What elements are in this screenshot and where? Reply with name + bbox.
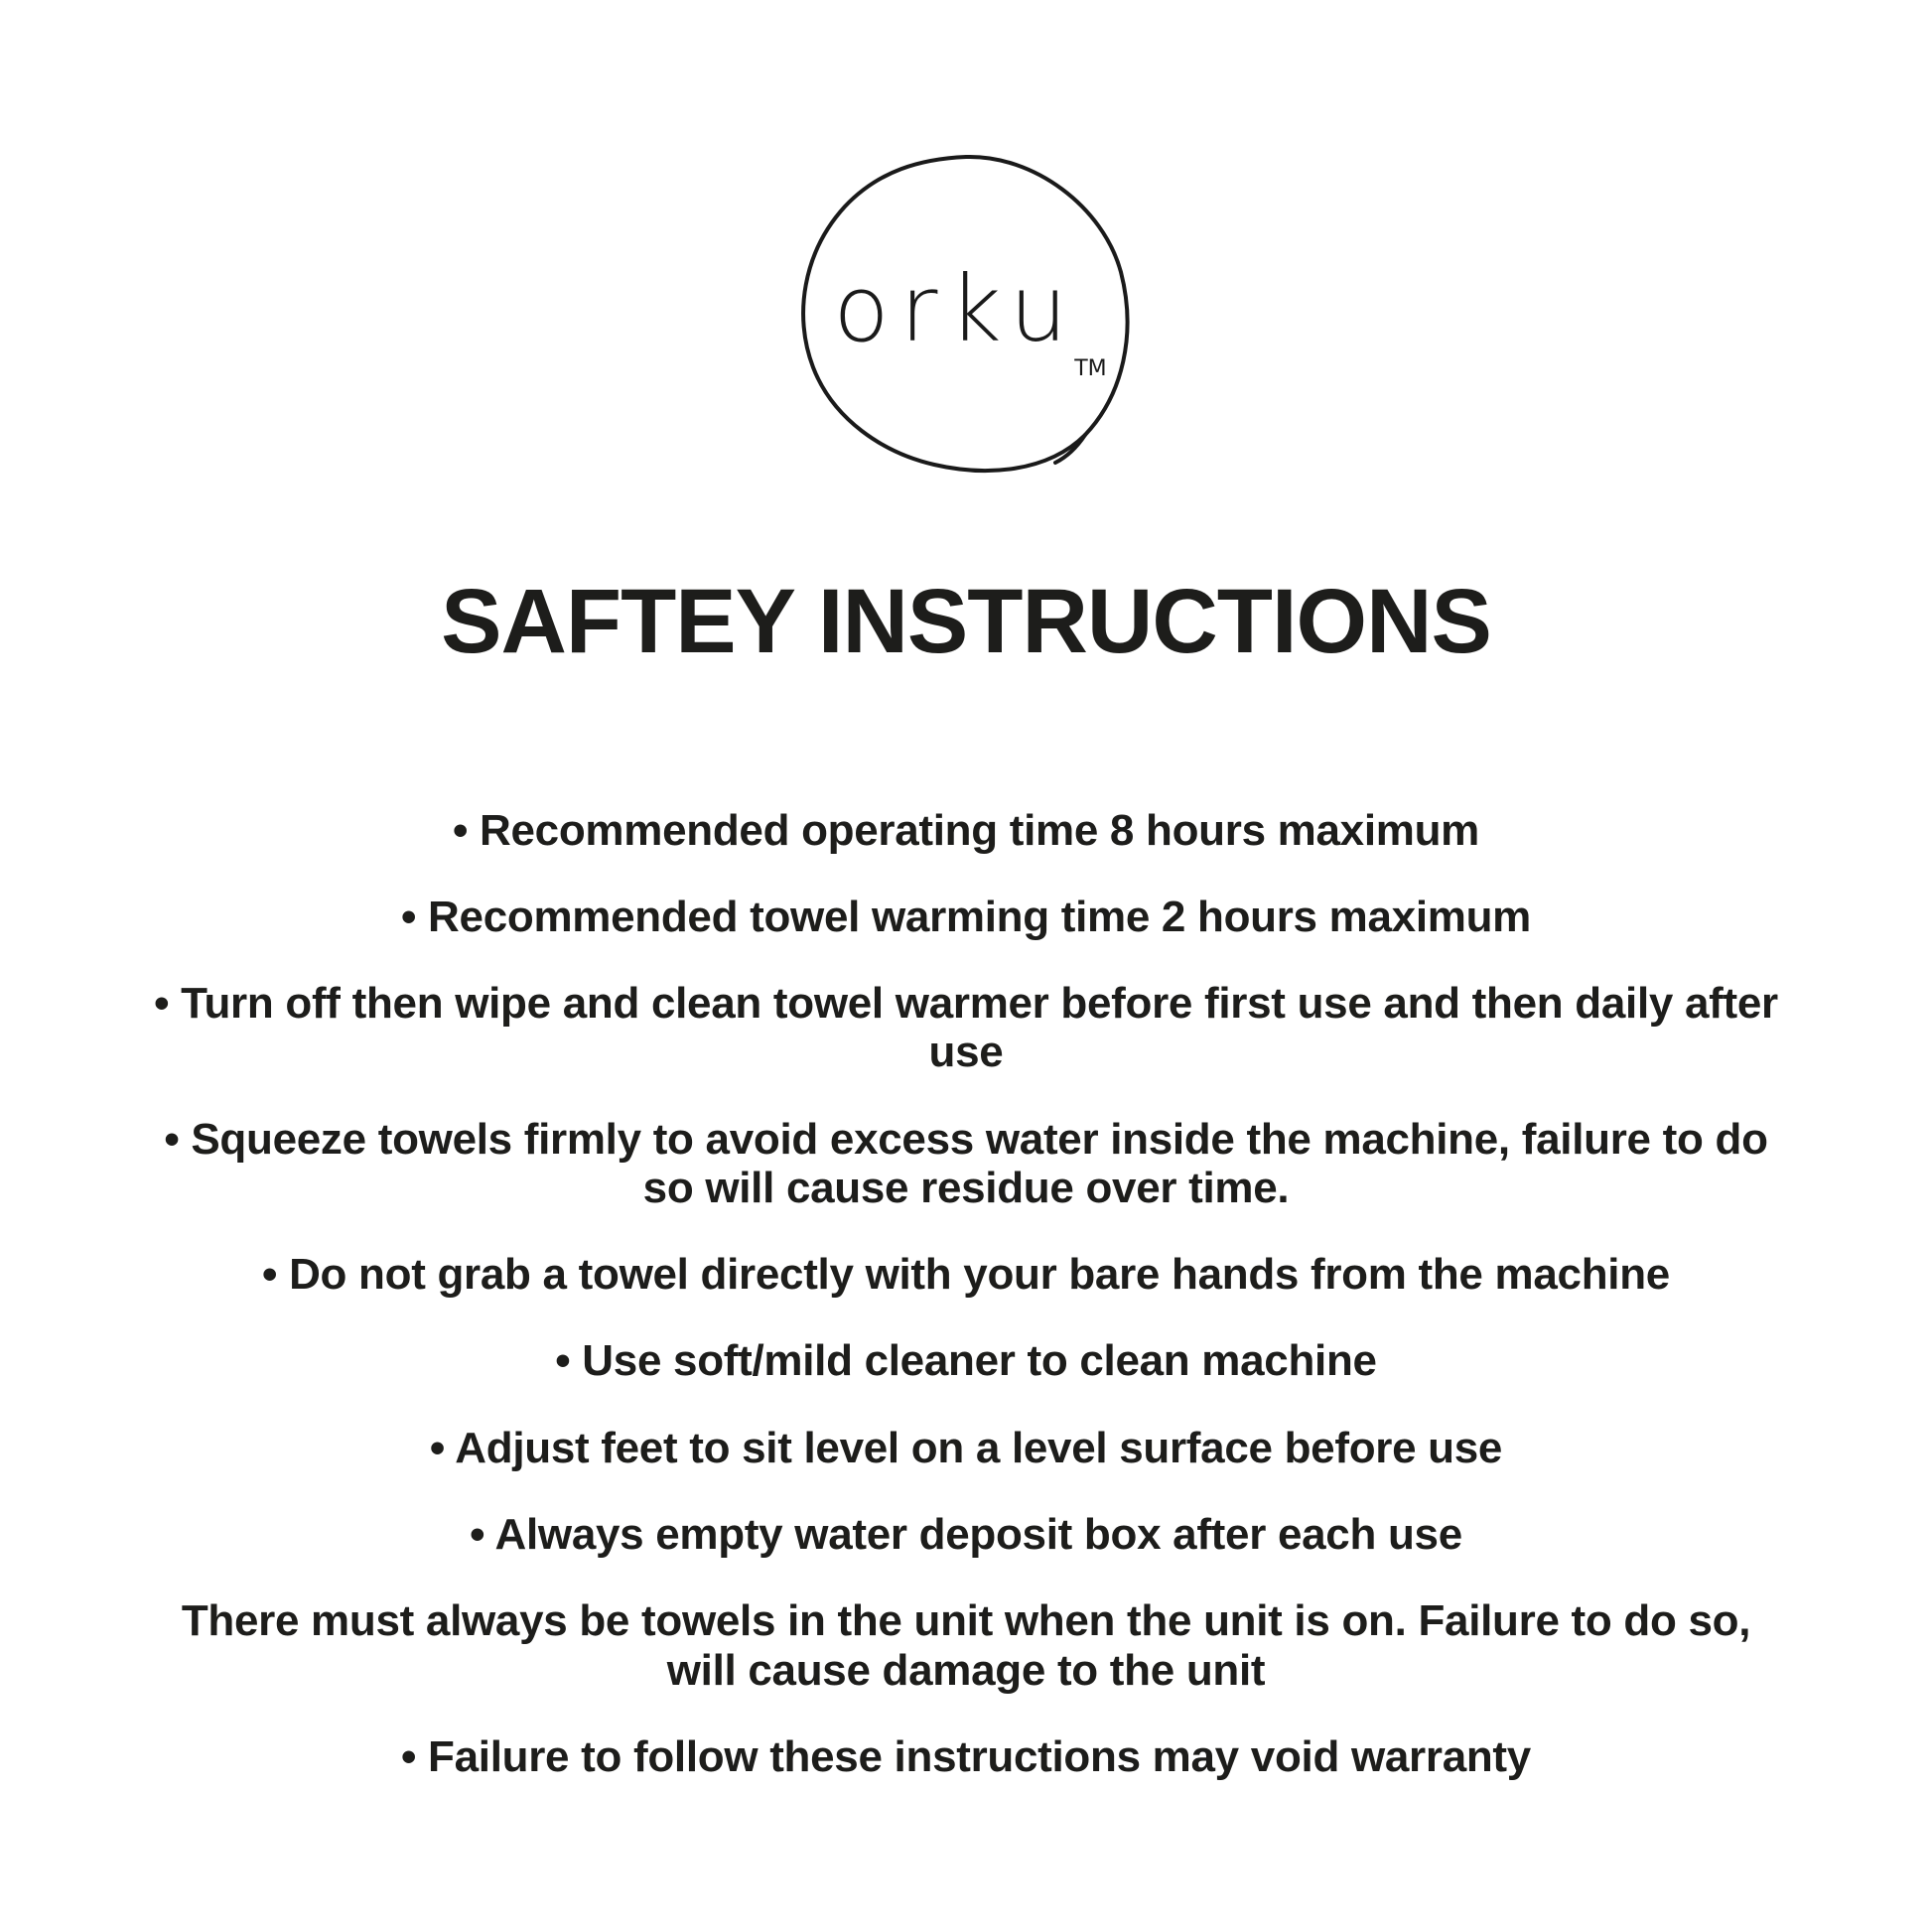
list-item: • Turn off then wipe and clean towel warmer before first use and then daily after use [154, 979, 1778, 1077]
list-item: • Do not grab a towel directly with your bare hands from the machine [262, 1250, 1670, 1300]
list-item: • Adjust feet to sit level on a level surface before use [429, 1423, 1503, 1472]
brand-wordmark: orku [833, 255, 1079, 362]
list-item: • Always empty water deposit box after each use [470, 1510, 1462, 1560]
brand-logo [787, 149, 1145, 477]
list-item: • Failure to follow these instructions may void warranty [401, 1731, 1531, 1781]
list-item: • Squeeze towels firmly to avoid excess water inside the machine, failure to do so will cause residue over time. [164, 1114, 1768, 1212]
list-item: • Use soft/mild cleaner to clean machine [555, 1336, 1377, 1386]
list-item: • Recommended towel warming time 2 hours maximum [401, 892, 1531, 941]
page-title: SAFTEY INSTRUCTIONS [441, 571, 1491, 672]
list-item: There must always be towels in the unit when the unit is on. Failure to do so, will cause damage to the unit [181, 1596, 1751, 1695]
safety-bullet-list [122, 806, 1810, 1819]
list-item: • Recommended operating time 8 hours maximum [453, 805, 1479, 855]
trademark-symbol: TM [1074, 356, 1107, 381]
